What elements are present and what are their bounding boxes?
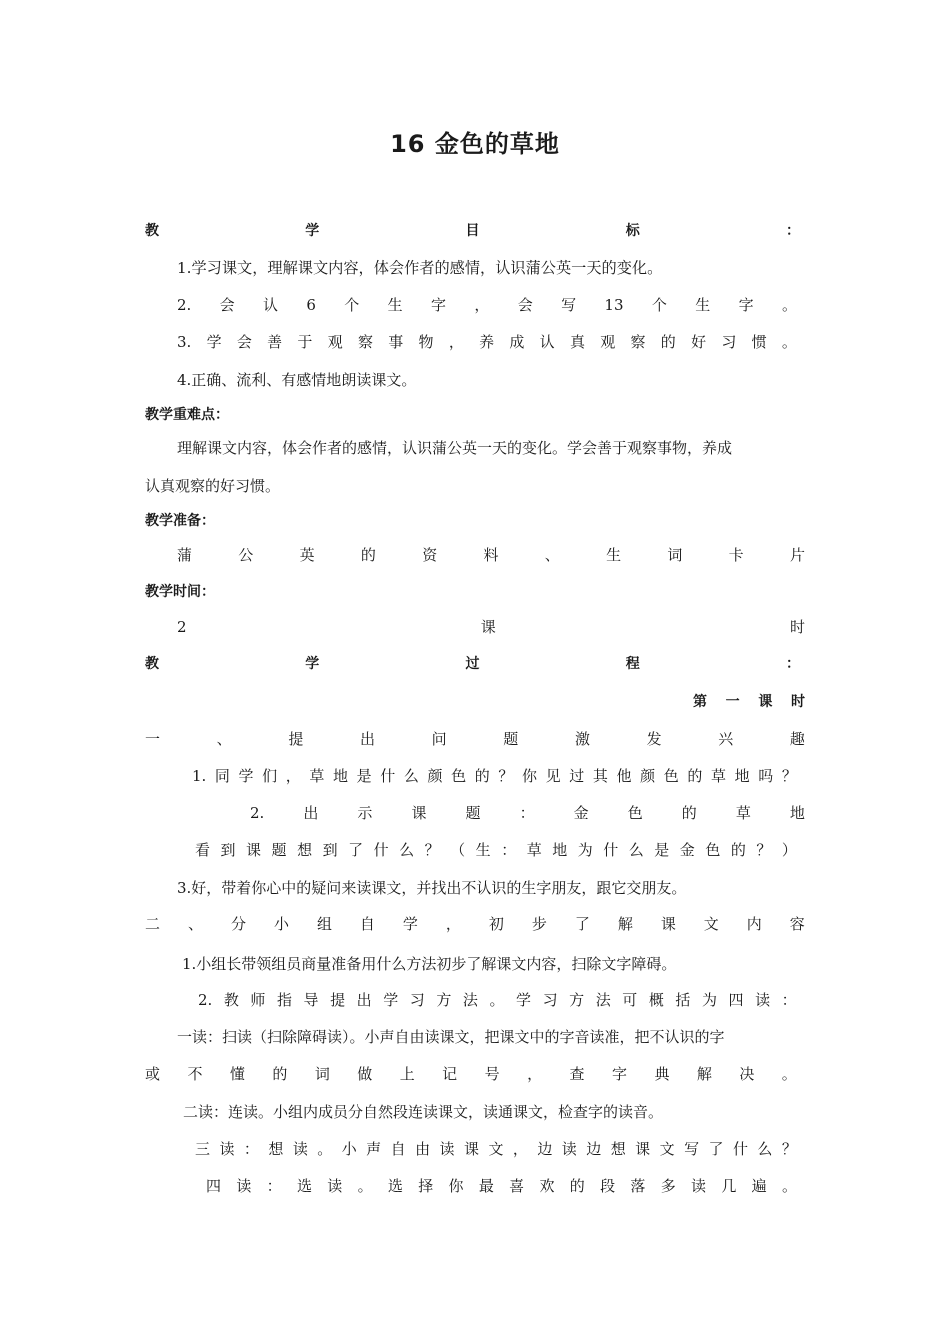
read-2: 二读：连读。小组内成员分自然段连读课文，读通课文，检查字的读音。 bbox=[183, 1103, 664, 1121]
preparation-heading: 教学准备： bbox=[145, 513, 215, 529]
section-2-item-1: 1.小组长带领组员商量准备用什么方法初步了解课文内容，扫除文字障碍。 bbox=[182, 955, 677, 973]
read-3: 三 读 ： 想 读 。 小 声 自 由 读 课 文 ， 边 读 边 想 课 文 写 了 什 么 ？ bbox=[195, 1140, 797, 1158]
section-2-item-2: 2. 教 师 指 导 提 出 学 习 方 法 。 学 习 方 法 可 概 括 为 四 读 ： bbox=[198, 991, 797, 1009]
objective-item-2: 2. 会 认 6 个 生 字 ， 会 写 13 个 生 字 。 bbox=[177, 296, 797, 314]
objective-item-3: 3. 学 会 善 于 观 察 事 物 ， 养 成 认 真 观 察 的 好 习 惯 。 bbox=[177, 333, 797, 351]
objective-item-4: 4.正确、流利、有感情地朗读课文。 bbox=[177, 371, 417, 389]
process-heading: 教 学 过 程 ： bbox=[145, 656, 800, 672]
section-1-heading: 一 、 提 出 问 题 激 发 兴 趣 bbox=[145, 730, 805, 748]
first-period-label: 第 一 课 时 bbox=[693, 694, 805, 710]
objectives-heading: 教 学 目 标 ： bbox=[145, 223, 800, 239]
section-1-question-3: 3.好，带着你心中的疑问来读课文，并找出不认识的生字朋友，跟它交朋友。 bbox=[177, 879, 687, 897]
preparation-content: 蒲 公 英 的 资 料 、 生 词 卡 片 bbox=[177, 546, 805, 564]
read-1-line-2: 或 不 懂 的 词 做 上 记 号 ， 查 字 典 解 决 。 bbox=[145, 1065, 797, 1083]
key-points-line-2: 认真观察的好习惯。 bbox=[145, 477, 281, 495]
key-points-line-1: 理解课文内容，体会作者的感情，认识蒲公英一天的变化。学会善于观察事物，养成 bbox=[177, 439, 733, 457]
section-2-heading: 二 、 分 小 组 自 学 ， 初 步 了 解 课 文 内 容 bbox=[145, 915, 805, 933]
time-content: 2 课 时 bbox=[177, 618, 805, 636]
key-points-heading: 教学重难点： bbox=[145, 407, 229, 423]
objective-item-1: 1.学习课文，理解课文内容，体会作者的感情，认识蒲公英一天的变化。 bbox=[177, 259, 663, 277]
read-4: 四 读 ： 选 读 。 选 择 你 最 喜 欢 的 段 落 多 读 几 遍 。 bbox=[206, 1177, 797, 1195]
read-1-line-1: 一读：扫读（扫除障碍读）。小声自由读课文，把课文中的字音读准，把不认识的字 bbox=[177, 1028, 725, 1046]
time-heading: 教学时间： bbox=[145, 584, 215, 600]
page-title: 16 金色的草地 bbox=[390, 130, 560, 158]
section-1-question-1: 1. 同 学 们 ， 草 地 是 什 么 颜 色 的 ？ 你 见 过 其 他 颜 色 的 草 地 吗 ？ bbox=[192, 767, 797, 785]
section-1-question-2: 2. 出 示 课 题 ： 金 色 的 草 地 bbox=[250, 804, 805, 822]
section-1-question-2b: 看 到 课 题 想 到 了 什 么 ？ （ 生 ： 草 地 为 什 么 是 金 色 的 ？ ） bbox=[195, 841, 797, 859]
